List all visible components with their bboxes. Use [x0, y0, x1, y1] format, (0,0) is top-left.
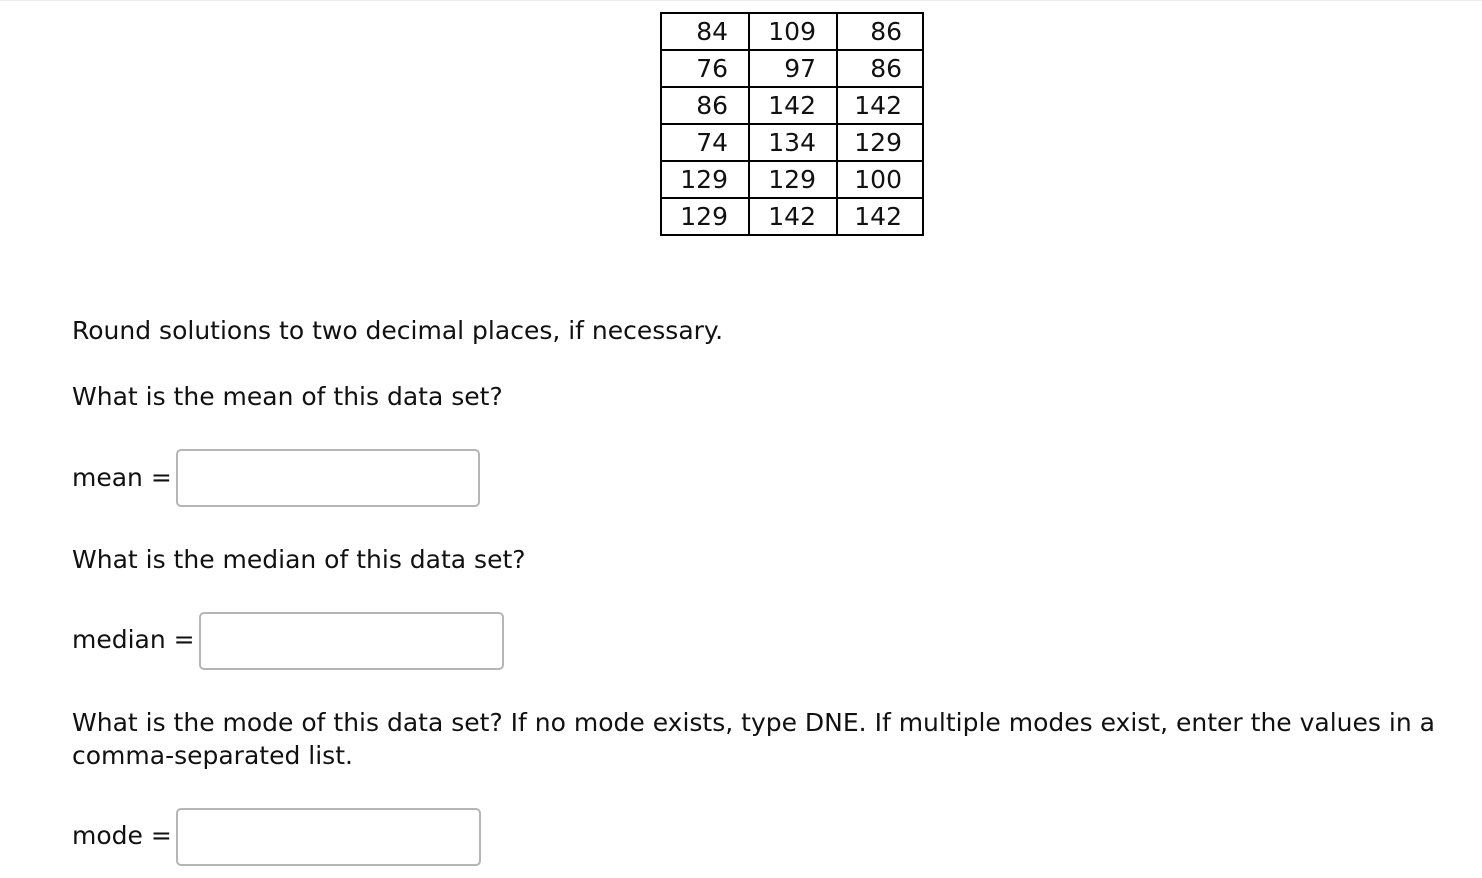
table-cell: 86: [837, 13, 923, 50]
data-set-table: [660, 12, 924, 236]
table-row: [661, 161, 923, 198]
median-input[interactable]: [199, 612, 504, 670]
table-row: [661, 198, 923, 235]
mean-question: What is the mean of this data set?: [72, 382, 503, 411]
mean-label: mean =: [72, 463, 172, 492]
table-cell: 100: [837, 161, 923, 198]
table-cell: 142: [749, 87, 837, 124]
table-cell: 142: [837, 198, 923, 235]
table-cell: 76: [661, 50, 749, 87]
table-row: [661, 87, 923, 124]
mode-label: mode =: [72, 821, 172, 850]
mean-input[interactable]: [176, 449, 480, 507]
table-row: [661, 50, 923, 87]
table-cell: 129: [749, 161, 837, 198]
table-cell: 134: [749, 124, 837, 161]
table-cell: 142: [749, 198, 837, 235]
table-cell: 129: [837, 124, 923, 161]
mode-question: What is the mode of this data set? If no mode exists, type DNE. If multiple modes exist, enter the values in a comma-separated list.: [72, 708, 1435, 770]
mode-input[interactable]: [176, 808, 481, 866]
table-row: [661, 13, 923, 50]
table-cell: 129: [661, 198, 749, 235]
median-question: What is the median of this data set?: [72, 545, 526, 574]
table-cell: 142: [837, 87, 923, 124]
rounding-instruction: Round solutions to two decimal places, if necessary.: [72, 316, 724, 345]
top-divider: [0, 0, 1482, 1]
table-cell: 97: [749, 50, 837, 87]
table-cell: 86: [661, 87, 749, 124]
median-label: median =: [72, 625, 195, 654]
table-cell: 109: [749, 13, 837, 50]
table-cell: 84: [661, 13, 749, 50]
table-row: [661, 124, 923, 161]
table-cell: 129: [661, 161, 749, 198]
table-cell: 74: [661, 124, 749, 161]
table-cell: 86: [837, 50, 923, 87]
